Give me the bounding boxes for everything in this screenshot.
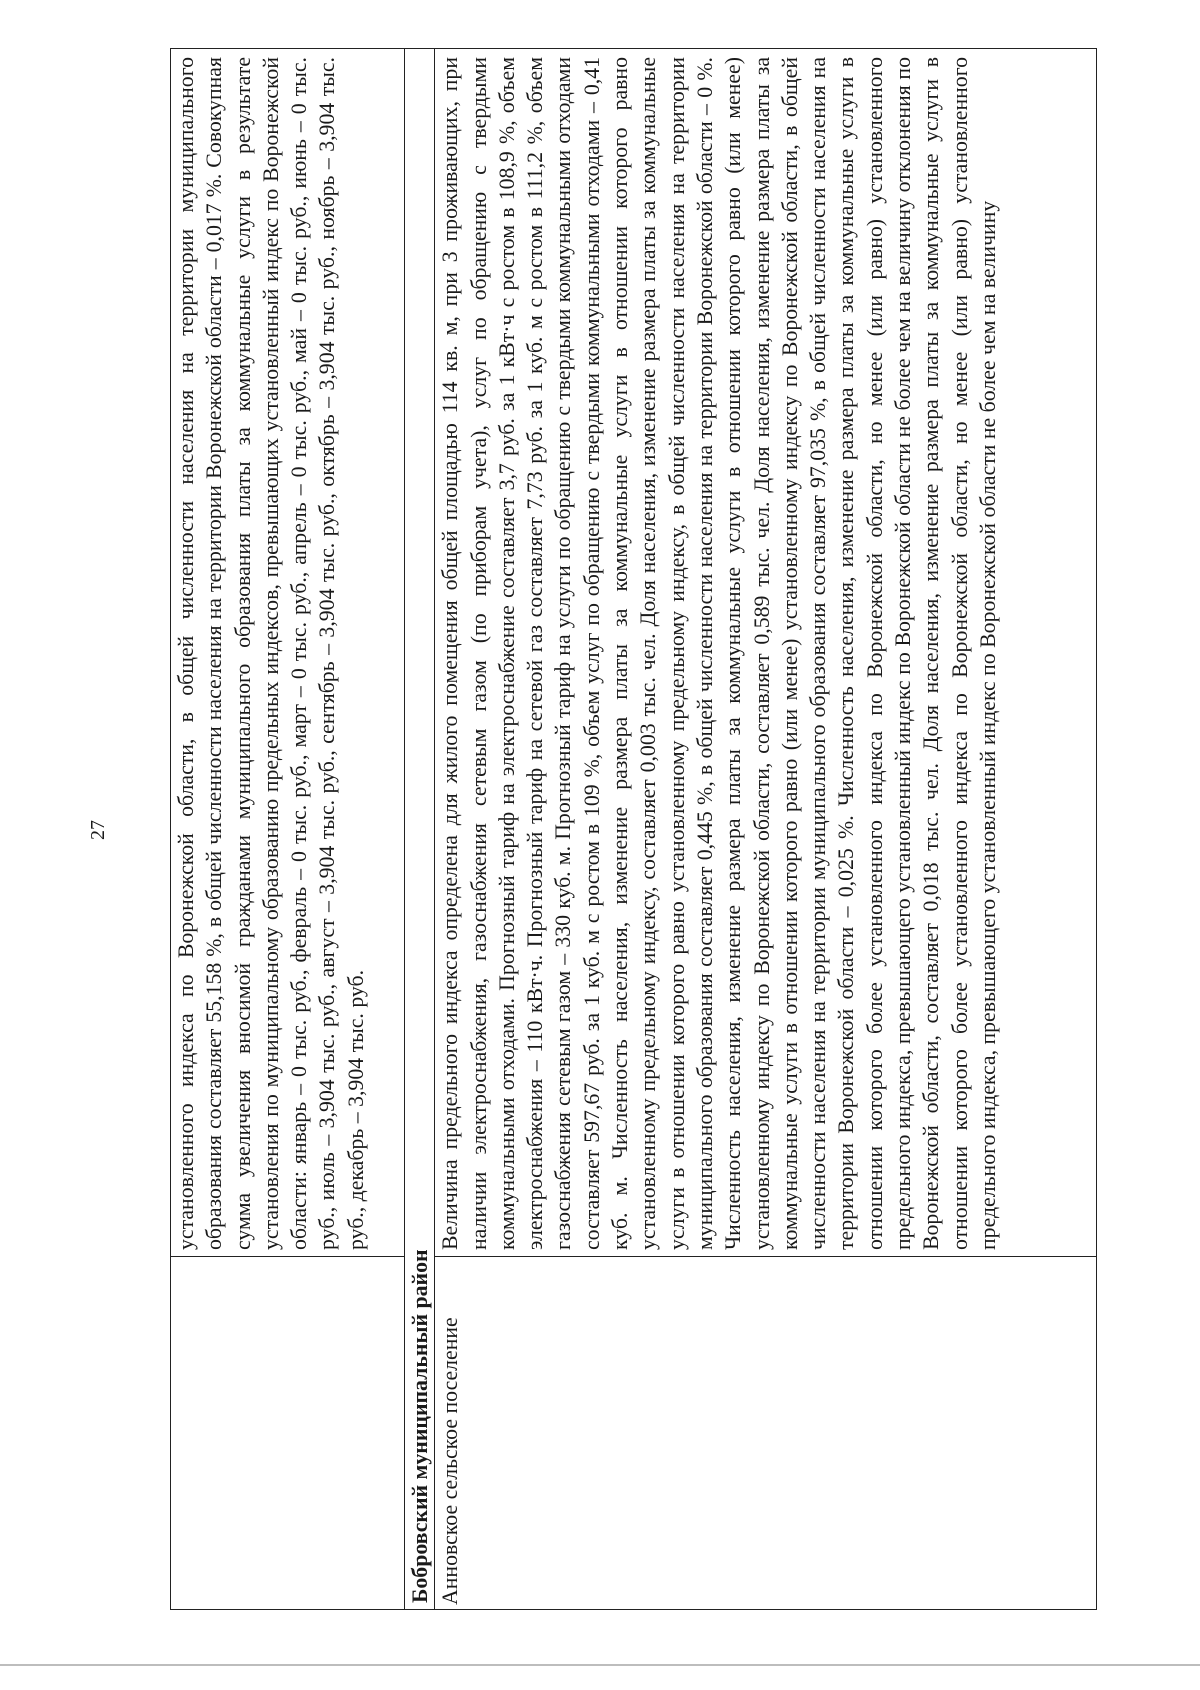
municipality-name-cell (171, 1257, 405, 1610)
section-heading-row (405, 49, 435, 1610)
scan-edge-divider (0, 1664, 1200, 1666)
municipality-name-cell: Анновское сельское поселение (435, 1257, 1097, 1610)
table-row-continued (171, 49, 405, 1610)
description-cell: Величина предельного индекса определена для жилого помещения общей площадью 114 кв. м, при 3 проживающих, при наличии электроснабжения, газоснабжения сетевым газом (по приборам учета), услуг по обращению с твердыми коммунальными отходами. Прогнозный тариф на электроснабжение составляет 3,7 руб. за 1 кВт·ч с ростом в 108,9 %, объем электроснабжения – 110 кВт·ч. Прогнозный тариф на сетевой газ составляет 7,73 руб. за 1 куб. м с ростом в 111,2 %, объем газоснабжения сетевым газом – 330 куб. м. Прогнозный тариф на услуги по обращению с твердыми коммунальными отходами составляет 597,67 руб. за 1 куб. м с ростом в 109 %, объем услуг по обращению с твердыми коммунальными отходами – 0,41 куб. м. Численность населения, изменение размера платы за коммунальные услуги в отношении которого равно установленному предельному индексу, составляет 0,003 тыс. чел. Доля населения, изменение размера платы за коммунальные услуги в отношении которого равно установленному предельному индексу, в общей численности населения на территории муниципального образования составляет 0,445 %, в общей численности населения на территории Воронежской области – 0 %. Численность населения, изменение размера платы за коммунальные услуги в отношении которого равно (или менее) установленному индексу по Воронежской области, составляет 0,589 тыс. чел. Доля населения, изменение размера платы за коммунальные услуги в отношении которого равно (или менее) установленному индексу по Воронежской области, в общей численности населения на территории муниципального образования составляет 97,035 %, в общей численности населения на территории Воронежской области – 0,025 %. Численность населения, изменение размера платы за коммунальные услуги в отношении которого более установленного индекса по Воронежской области, но менее (или равно) установленного предельного индекса, превышающего установленный индекс по Воронежской области не более чем на величину отклонения по Воронежской области, составляет 0,018 тыс. чел. Доля населения, изменение размера платы за коммунальные услуги в отношении которого более установленного индекса по Воронежской области, но менее (или равно) установленного предельного индекса, превышающего установленный индекс по Воронежской области не более чем на величину (435, 49, 1097, 1257)
indices-table (170, 48, 1097, 1610)
section-heading: Бобровский муниципальный район (405, 49, 435, 1610)
page-number: 27 (87, 820, 109, 840)
description-cell: установленного индекса по Воронежской области, в общей численности населения на территории муниципального образования составляет 55,158 %, в общей численности населения на территории Воронежской области – 0,017 %. Совокупная сумма увеличения вносимой гражданами муниципального образования платы за коммунальные услуги в результате установления по муниципальному образованию предельных индексов, превышающих установленный индекс по Воронежской области: январь – 0 тыс. руб., февраль – 0 тыс. руб., март – 0 тыс. руб., апрель – 0 тыс. руб., май – 0 тыс. руб., июнь – 0 тыс. руб., июль – 3,904 тыс. руб., август – 3,904 тыс. руб., сентябрь – 3,904 тыс. руб., октябрь – 3,904 тыс. руб., ноябрь – 3,904 тыс. руб., декабрь – 3,904 тыс. руб. (171, 49, 405, 1257)
table-row (435, 49, 1097, 1610)
